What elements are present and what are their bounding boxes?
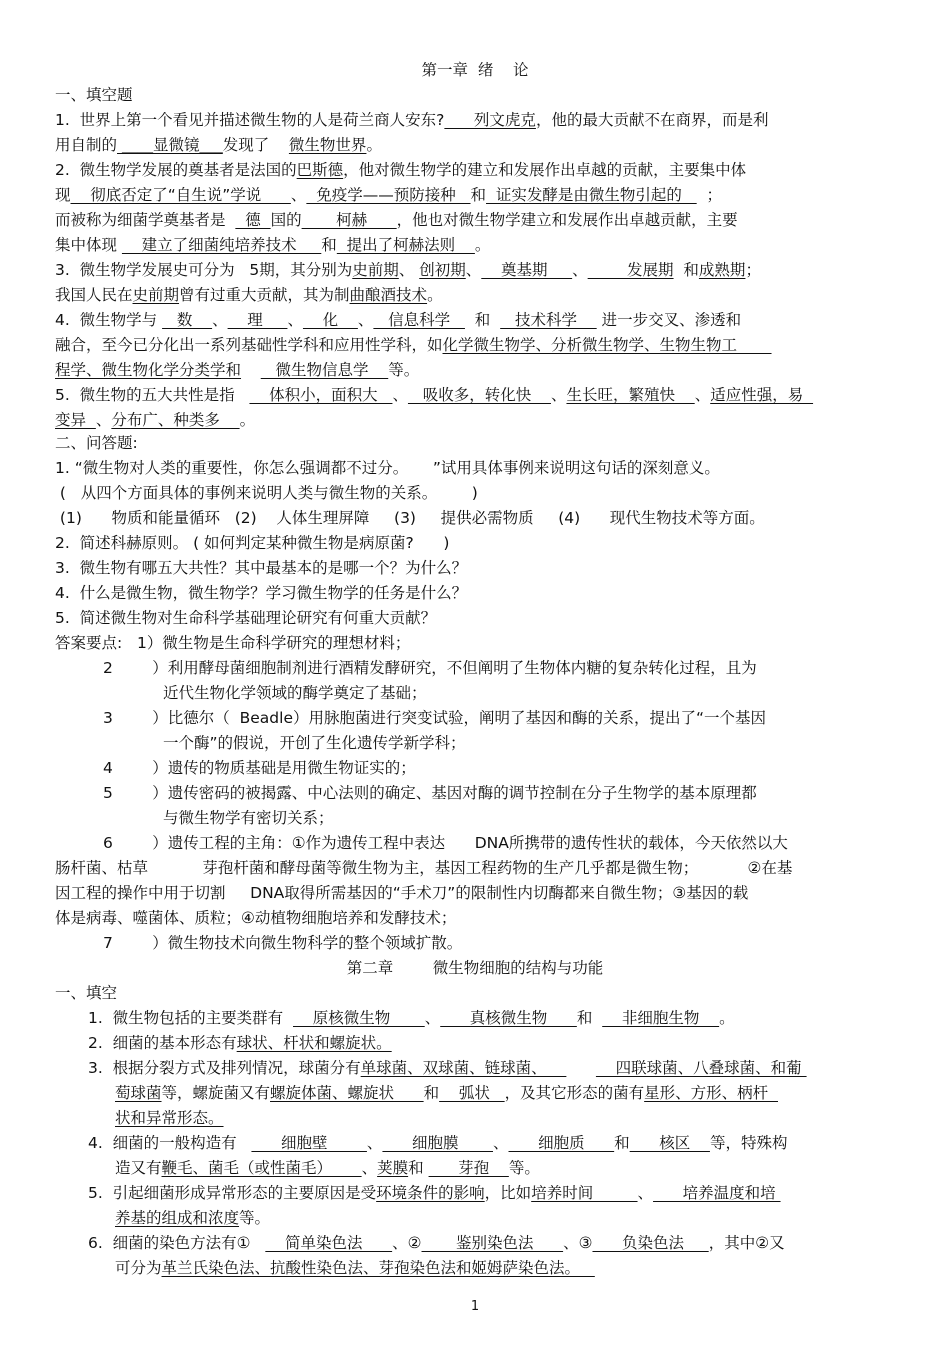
filled-answer: 荚膜	[377, 1159, 409, 1177]
filled-answer: 微生物信息学	[260, 361, 389, 379]
line-text: ，其中②又	[708, 1234, 785, 1252]
line-text: 6. 细菌的染色方法有①	[88, 1234, 266, 1252]
fill-heading-2: 一、填空	[55, 984, 118, 1002]
answer-line: 一个酶”的假说，开创了生化遗传学新学科；	[163, 734, 466, 752]
line-text: 和	[470, 186, 487, 204]
fill-blank-line	[55, 260, 761, 282]
line-text: 5. 引起细菌形成异常形态的主要原因是受	[88, 1184, 377, 1202]
filled-answer: 弧状	[439, 1084, 505, 1102]
line-text: 融合，至今已分化出一系列基础性学科和应用性学科，如	[55, 336, 443, 354]
fill-line	[88, 1058, 807, 1080]
line-text: 国的	[270, 211, 302, 229]
line-text: 。	[239, 411, 256, 429]
line-text: 、②	[392, 1234, 422, 1252]
line-text: 、	[357, 311, 374, 329]
filled-answer: 简单染色法	[265, 1234, 393, 1252]
line-text: 发现了	[222, 136, 289, 154]
filled-answer: 史前期	[352, 261, 399, 279]
filled-answer: 分布广、种类多	[111, 411, 240, 429]
filled-answer: 细胞质	[508, 1134, 615, 1152]
filled-answer: 革兰氏染色法、抗酸性染色法、芽孢染色法和姬姆萨染色法。	[161, 1259, 595, 1277]
filled-answer: 彻底否定了“自生说”学说	[70, 186, 291, 204]
filled-answer: 负染色法	[592, 1234, 709, 1252]
line-text: 、	[95, 411, 112, 429]
filled-answer: 史前期	[132, 286, 180, 304]
filled-answer: 证实发酵是由微生物引起的	[486, 186, 697, 204]
question-line: 2. 简述科赫原则。 ( 如何判定某种微生物是病原菌? )	[55, 534, 450, 552]
fill-blank-line	[55, 160, 746, 182]
line-text: 、	[398, 261, 420, 279]
question-line: 3. 微生物有哪五大共性？其中最基本的是哪一个？为什么？	[55, 559, 468, 577]
line-text: 、	[550, 386, 567, 404]
filled-answer: 数	[162, 311, 213, 329]
line-text: 4. 微生物学与	[55, 311, 163, 329]
answer-line: 4 ）遗传的物质基础是用微生物证实的；	[103, 759, 416, 777]
filled-answer: 免疫学——预防接种	[306, 186, 471, 204]
line-text: 和	[464, 311, 501, 329]
line-text: 造又有	[115, 1159, 162, 1177]
fill-blank-heading: 一、填空题	[55, 86, 133, 104]
filled-answer: 创初期	[419, 261, 466, 279]
line-text: 用自制的	[55, 136, 118, 154]
line-text	[241, 361, 261, 379]
fill-blank-line	[55, 410, 255, 432]
fill-line	[115, 1258, 595, 1280]
line-text: ，比如	[484, 1184, 532, 1202]
question-line: (1) 物质和能量循环 (2) 人体生理屏障 (3) 提供必需物质 (4) 现代生物技术等方面。	[55, 509, 765, 527]
filled-answer: 单球菌、双球菌、链球菌、	[360, 1059, 567, 1077]
fill-line	[88, 1033, 392, 1055]
filled-answer: 鉴别染色法	[421, 1234, 564, 1252]
qa-heading: 二、问答题:	[55, 434, 138, 452]
line-text: 和	[408, 1159, 429, 1177]
answer-line: 2 ）利用酵母菌细胞制剂进行酒精发酵研究，不但阐明了生物体内糖的复杂转化过程，且为	[103, 659, 757, 677]
line-text: 现	[55, 186, 71, 204]
fill-blank-line	[55, 210, 738, 232]
filled-answer: 微生物世界	[288, 136, 367, 154]
filled-answer: 生长旺，繁殖快	[566, 386, 695, 404]
answer-line: 3 ）比德尔（ Beadle）用脉胞菌进行突变试验，阐明了基因和酶的关系，提出了“一个基因	[103, 709, 767, 727]
chapter-2-title: 第二章 微生物细胞的结构与功能	[346, 959, 604, 977]
filled-answer: 球状、杆状和螺旋状。	[236, 1034, 392, 1052]
line-text: 和	[576, 1009, 603, 1027]
fill-line	[115, 1158, 540, 1180]
filled-answer: 原核微生物	[293, 1009, 425, 1027]
line-text: 、	[361, 1159, 378, 1177]
filled-answer: 环境条件的影响	[376, 1184, 485, 1202]
filled-answer: 列文虎克	[444, 111, 536, 129]
line-text: ，他也对微生物学建立和发展作出卓越贡献，主要	[396, 211, 738, 229]
fill-line	[115, 1208, 270, 1230]
line-text: 。	[366, 136, 382, 154]
line-text: 、	[212, 311, 228, 329]
answer-line: 5 ）遗传密码的被揭露、中心法则的确定、基因对酶的调节控制在分子生物学的基本原理都	[103, 784, 757, 802]
line-text: 等。	[508, 1159, 540, 1177]
fill-blank-line	[55, 110, 768, 132]
line-text: 我国人民在	[55, 286, 133, 304]
answer-line: 与微生物学有密切关系；	[163, 809, 334, 827]
fill-line	[115, 1108, 224, 1130]
filled-answer: 化	[302, 311, 358, 329]
answer-line: 近代生物化学领域的酶学奠定了基础；	[163, 684, 427, 702]
answer-line: 体是病毒、噬菌体、质粒；④动植物细胞培养和发酵技术；	[55, 909, 457, 927]
line-text: 、	[637, 1184, 654, 1202]
filled-answer: 化学微生物学、分析微生物学、生物生物工	[442, 336, 772, 354]
line-text: ，他对微生物学的建立和发展作出卓越的贡献，主要集中体	[343, 161, 747, 179]
line-text: 、	[424, 1009, 441, 1027]
line-text: 和	[321, 236, 337, 254]
line-text: 、	[493, 1134, 509, 1152]
line-text: 集中体现	[55, 236, 122, 254]
filled-answer: 奠基期	[481, 261, 573, 279]
fill-blank-line	[55, 335, 772, 357]
line-text: 5. 微生物的五大共性是指	[55, 386, 250, 404]
fill-blank-line	[55, 385, 813, 407]
filled-answer: 真核微生物	[440, 1009, 577, 1027]
filled-answer: 提出了柯赫法则	[336, 236, 475, 254]
filled-answer: 成熟期	[698, 261, 746, 279]
filled-answer: 四联球菌、八叠球菌、和葡	[595, 1059, 807, 1077]
line-text: 和	[423, 1084, 440, 1102]
filled-answer: 养基的组成和浓度	[115, 1209, 240, 1227]
filled-answer: 适应性强，易	[710, 386, 814, 404]
question-line: 4. 什么是微生物，微生物学？学习微生物学的任务是什么？	[55, 584, 468, 602]
filled-answer: 信息科学	[373, 311, 465, 329]
filled-answer: 非细胞生物	[602, 1009, 720, 1027]
line-text: 进一步交叉、渗透和	[596, 311, 742, 329]
fill-blank-line	[55, 360, 419, 382]
line-text: ，及其它形态的菌有	[504, 1084, 645, 1102]
filled-answer: 柯赫	[301, 211, 397, 229]
fill-blank-line	[55, 185, 722, 207]
line-text: 2. 细菌的基本形态有	[88, 1034, 237, 1052]
filled-answer: 细胞壁	[251, 1134, 367, 1152]
answer-line: 6 ）遗传工程的主角：①作为遗传工程中表达 DNA所携带的遗传性状的载体，今天依然以大	[103, 834, 788, 852]
answer-line: 7 ）微生物技术向微生物科学的整个领域扩散。	[103, 934, 463, 952]
question-line: 1. “微生物对人类的重要性，你怎么强调都不过分。 ”试用具体事例来说明这句话的深刻意义。	[55, 459, 720, 477]
filled-answer: 培养温度和培	[653, 1184, 781, 1202]
filled-answer: 建立了细菌纯培养技术	[121, 236, 322, 254]
line-text: 、	[465, 261, 482, 279]
line-text: 和	[673, 261, 699, 279]
filled-answer: 细胞膜	[382, 1134, 493, 1152]
line-text: 而被称为细菌学奠基者是	[55, 211, 236, 229]
line-text: 、	[287, 311, 303, 329]
answer-line: 因工程的操作中用于切割 DNA取得所需基因的“手术刀”的限制性内切酶都来自微生物；③基因的载	[55, 884, 749, 902]
fill-blank-line	[55, 135, 382, 157]
fill-line	[88, 1133, 787, 1155]
filled-answer: 变异	[55, 411, 96, 429]
fill-blank-line	[55, 285, 443, 307]
line-text: ，他的最大贡献不在商界，而是利	[535, 111, 769, 129]
line-text: 2. 微生物学发展的奠基者是法国的	[55, 161, 297, 179]
line-text: 和	[614, 1134, 630, 1152]
line-text: 等，螺旋菌又有	[161, 1084, 271, 1102]
filled-answer: 星形、方形、柄杆	[644, 1084, 778, 1102]
line-text: 、	[392, 386, 408, 404]
fill-blank-line	[55, 310, 741, 332]
filled-answer: 螺旋体菌、螺旋状	[270, 1084, 424, 1102]
line-text	[566, 1059, 596, 1077]
line-text: 、	[290, 186, 307, 204]
filled-answer: 曲酿酒技术	[349, 286, 428, 304]
line-text: 4. 细菌的一般构造有	[88, 1134, 252, 1152]
fill-line	[88, 1183, 781, 1205]
line-text: 。	[427, 286, 443, 304]
page-number: 1	[470, 1299, 480, 1314]
filled-answer: 德	[235, 211, 271, 229]
line-text: 可分为	[115, 1259, 162, 1277]
line-text: 3. 微生物学发展史可分为 5期，其分别为	[55, 261, 353, 279]
filled-answer: 培养时间	[531, 1184, 638, 1202]
fill-line	[88, 1233, 785, 1255]
filled-answer: 状和异常形态。	[115, 1109, 224, 1127]
line-text: 等，特殊构	[709, 1134, 788, 1152]
line-text: 1. 微生物包括的主要类群有	[88, 1009, 293, 1027]
line-text: 等。	[239, 1209, 271, 1227]
line-text: 。	[474, 236, 491, 254]
filled-answer: 理	[227, 311, 288, 329]
chapter-1-title: 第一章 绪 论	[421, 61, 529, 79]
filled-answer: 吸收多，转化快	[407, 386, 551, 404]
filled-answer: 芽孢	[428, 1159, 509, 1177]
filled-answer: 技术科学	[500, 311, 597, 329]
fill-line	[115, 1083, 778, 1105]
answer-label: 答案要点: 1）微生物是生命科学研究的理想材料；	[55, 634, 411, 652]
filled-answer: 体积小，面积大	[249, 386, 393, 404]
filled-answer: 核区	[629, 1134, 710, 1152]
line-text: 等。	[388, 361, 420, 379]
filled-answer: 巴斯德	[296, 161, 344, 179]
line-text: 、	[694, 386, 711, 404]
filled-answer: 发展期	[587, 261, 674, 279]
line-text: ；	[696, 186, 723, 204]
line-text: 。	[719, 1009, 735, 1027]
line-text: ；	[745, 261, 761, 279]
question-line: 5. 简述微生物对生命科学基础理论研究有何重大贡献？	[55, 609, 437, 627]
line-text: 1. 世界上第一个看见并描述微生物的人是荷兰商人安东?	[55, 111, 445, 129]
line-text: 、③	[563, 1234, 593, 1252]
fill-blank-line	[55, 235, 490, 257]
line-text: 、	[366, 1134, 383, 1152]
filled-answer: 程学、微生物化学分类学和	[55, 361, 242, 379]
filled-answer: 萄球菌	[115, 1084, 162, 1102]
line-text: 曾有过重大贡献，其为制	[179, 286, 350, 304]
fill-line	[88, 1008, 735, 1030]
filled-answer: ____显微镜___	[117, 136, 223, 154]
line-text: 3. 根据分裂方式及排列情况，球菌分有	[88, 1059, 361, 1077]
question-line: ( 从四个方面具体的事例来说明人类与微生物的关系。 )	[55, 484, 478, 502]
line-text: 、	[572, 261, 588, 279]
answer-line: 肠杆菌、枯草 芽孢杆菌和酵母菌等微生物为主，基因工程药物的生产几乎都是微生物； ②在基	[55, 859, 793, 877]
filled-answer: 鞭毛、菌毛（或性菌毛）	[161, 1159, 362, 1177]
